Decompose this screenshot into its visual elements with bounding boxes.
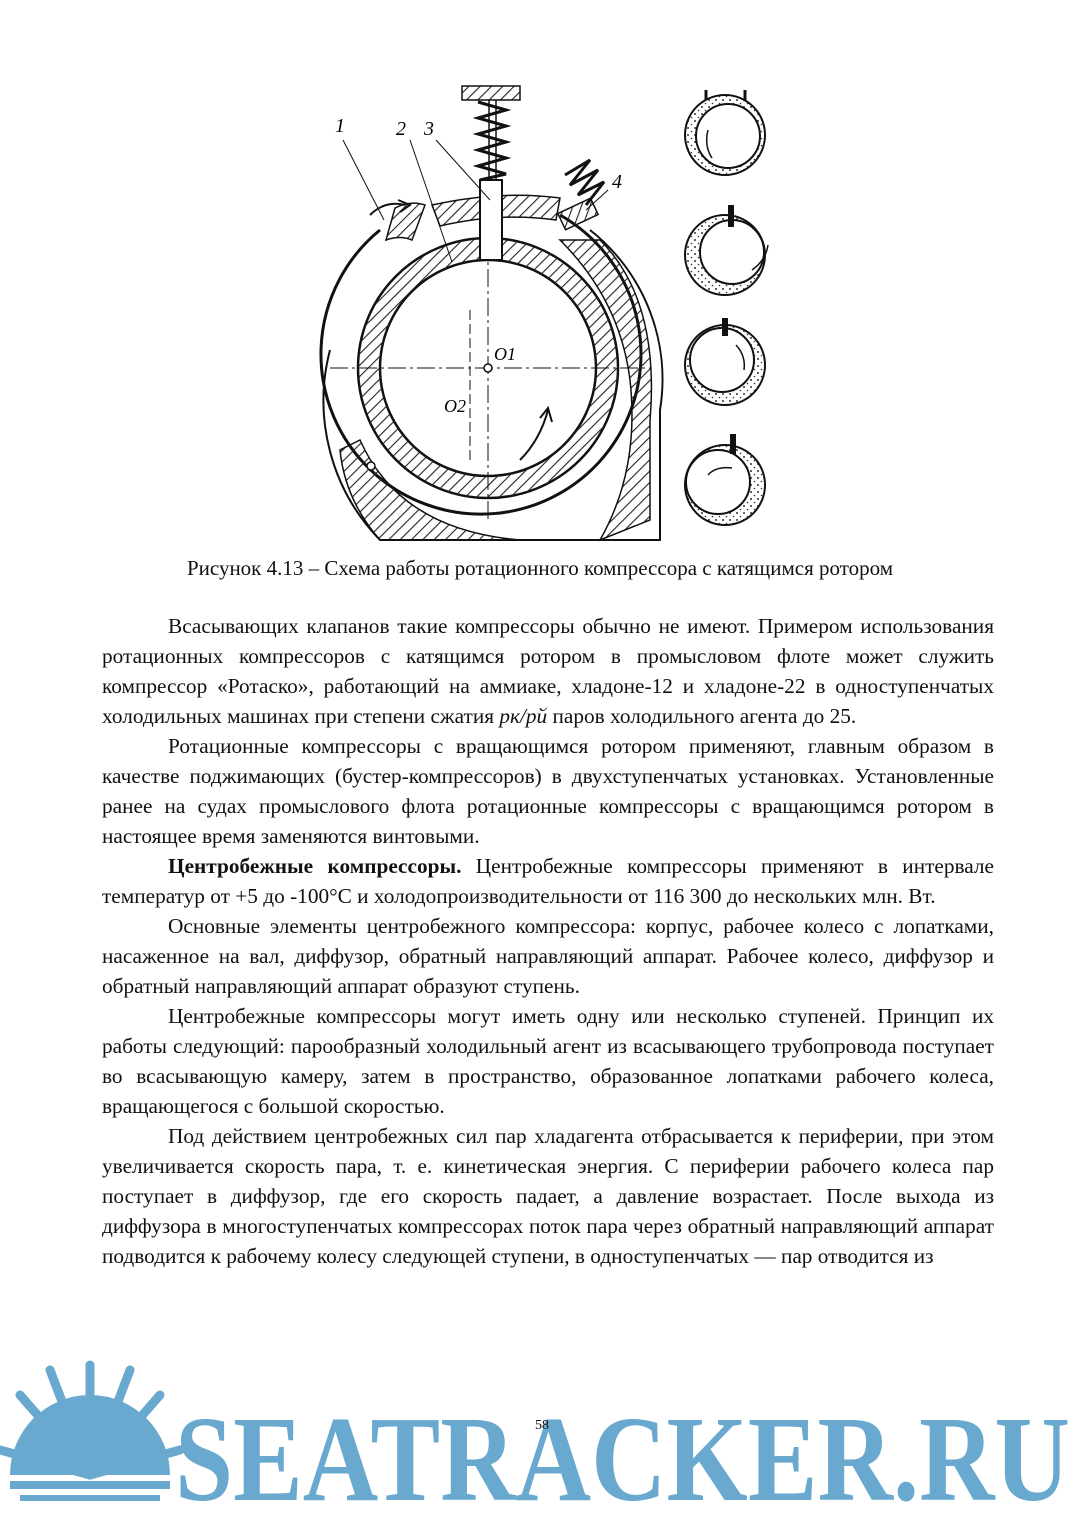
label-1: 1 <box>335 115 345 137</box>
seatracker-watermark <box>0 1355 1080 1515</box>
watermark-text: SEATRACKER.RU <box>175 1392 1070 1515</box>
stage-diagram-1 <box>685 90 765 175</box>
stage-diagram-3 <box>685 318 765 405</box>
label-o1: O1 <box>494 344 516 364</box>
page-number: 58 <box>535 1418 549 1433</box>
paragraph: Центробежные компрессоры могут иметь одну или несколько ступеней. Принцип их работы следующий: парообразный холодильный агент из всасывающего трубопровода поступает во всасывающую камеру, затем в пространство, образованное лопатками рабочего колеса, вращающегося с большой скоростью. <box>102 1004 994 1118</box>
label-4: 4 <box>612 171 622 193</box>
paragraph: Ротационные компрессоры с вращающимся ротором применяют, главным образом в качестве поджимающих (бустер-компрессоров) в двухступенчатых установках. Установленные ранее на судах промыслового флота ротационные компрессоры с вращающимся ротором в настоящее время заменяются винтовыми. <box>102 734 994 848</box>
label-3: 3 <box>424 118 434 140</box>
label-2: 2 <box>396 118 406 140</box>
stage-diagram-2 <box>685 205 768 295</box>
paragraph: Всасывающих клапанов такие компрессоры обычно не имеют. Примером использования ротационных компрессоров с катящимся ротором в промысловом флоте может служить компрессор «Ротаско», работающий на аммиаке, хладоне-12 и хладоне-22 в одноступенчатых холодильных машинах при степени сжатия pк/pй паров холодильного агента до 25. <box>102 614 994 728</box>
sun-logo-icon <box>0 1365 180 1501</box>
label-o2: O2 <box>444 396 466 416</box>
paragraph: Основные элементы центробежного компрессора: корпус, рабочее колесо с лопатками, насаженное на вал, диффузор, обратный направляющий аппарат. Рабочее колесо, диффузор и обратный направляющий аппарат образуют ступень. <box>102 914 994 998</box>
section-heading: Центробежные компрессоры. <box>168 854 462 878</box>
paragraph: Под действием центробежных сил пар хладагента отбрасывается к периферии, при этом увеличивается скорость пара, т. е. кинетическая энергия. С периферии рабочего колеса пар поступает в диффузор, где его скорость падает, а давление возрастает. После выхода из диффузора в многоступенчатых компрессорах поток пара через обратный направляющий аппарат подводится к рабочему колесу следующей ступени, в одноступенчатых — пар отводится из <box>102 1124 994 1268</box>
paragraph: Центробежные компрессоры. Центробежные компрессоры применяют в интервале температур от +5 до -100°С и холодопроизводительности от 116 300 до нескольких млн. Вт. <box>102 854 995 908</box>
main-compressor <box>321 86 663 540</box>
body-text <box>102 611 994 1271</box>
figure-caption: Рисунок 4.13 – Схема работы ротационного компрессора с катящимся ротором <box>186 556 893 580</box>
pressure-ratio: pк/pй <box>499 704 548 728</box>
compressor-diagram <box>300 70 800 560</box>
stage-diagram-4 <box>685 434 765 525</box>
